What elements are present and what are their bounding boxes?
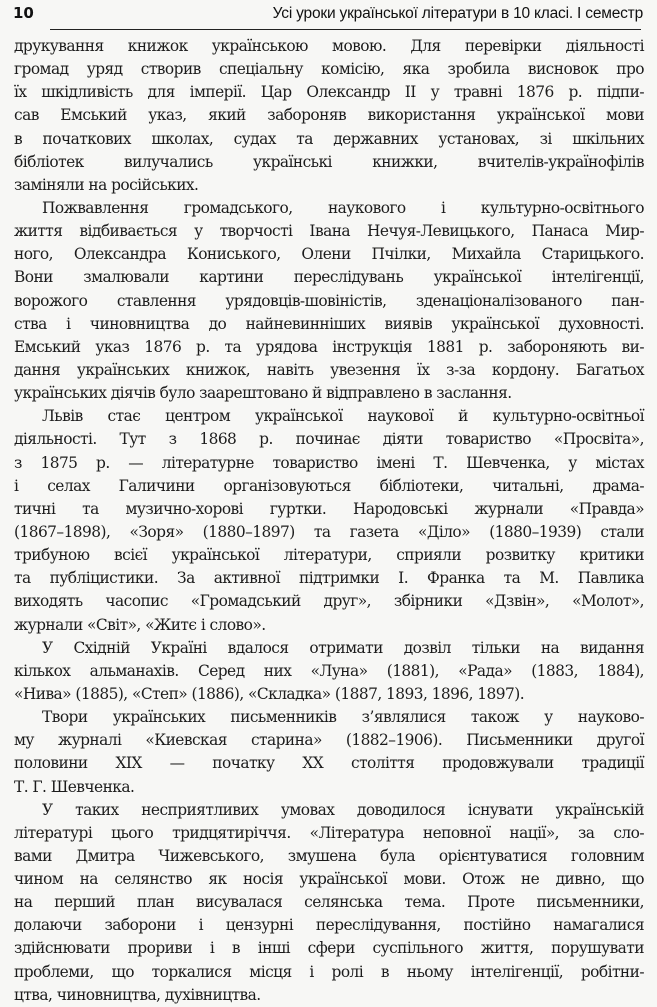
text-line: У таких несприятливих умовах доводилося існувати українській	[42, 800, 644, 819]
text-line: Т. Г. Шевченка.	[14, 777, 135, 796]
text-line: їх шкідливість для імперії. Цар Олександр ІІ у травні 1876 р. підпи-	[14, 83, 644, 102]
text-line: трибуною всієї української літератури, сприяли розвитку критики	[14, 546, 644, 565]
text-line: журнали «Світ», «Житє і слово».	[14, 615, 266, 634]
paragraph	[14, 197, 644, 405]
text-line: літературі цього тридцятиріччя. «Література неповної нації», за сло-	[14, 823, 644, 842]
text-line: вами Дмитра Чижевського, змушена була орієнтуватися головним	[14, 846, 644, 865]
paragraph	[14, 35, 644, 197]
text-line: дання українських книжок, навіть увезення їх з-за кордону. Багатьох	[14, 360, 644, 379]
text-line: Львів стає центром української наукової й культурно-освітньої	[42, 407, 644, 426]
text-line: му журналі «Киевская старина» (1882–1906). Письменники другої	[14, 731, 644, 750]
running-title: Усі уроки української літератури в 10 класі. І семестр	[272, 5, 643, 22]
text-line: та публіцистики. За активної підтримки І. Франка та М. Павлика	[14, 569, 644, 588]
text-line: з 1875 р. — літературне товариство імені Т. Шевченка, у містах	[14, 453, 644, 472]
text-line: кількох альманахів. Серед них «Луна» (1881), «Рада» (1883, 1884),	[14, 661, 644, 680]
text-line: У Східній Україні вдалося отримати дозвіл тільки на видання	[42, 638, 644, 657]
text-line: виходять часопис «Громадський друг», збірники «Дзвін», «Молот»,	[14, 592, 644, 611]
text-line: на перший план висувалася селянська тема. Проте письменники,	[14, 893, 644, 912]
text-line: громад уряд створив спеціальну комісію, яка зробила висновок про	[14, 60, 644, 79]
text-line: половини XIX — початку XX століття продовжували традиції	[14, 754, 644, 773]
paragraph	[14, 799, 644, 1007]
text-line: ства і чиновництва до найневинніших виявів української духовності.	[14, 314, 644, 333]
text-line: діяльності. Тут з 1868 р. починає діяти товариство «Просвіта»,	[14, 430, 644, 449]
text-line: проблеми, що торкалися місця і ролі в ньому інтелігенції, робітни-	[14, 962, 644, 981]
text-line: українських діячів було заарештовано й відправлено в заслання.	[14, 384, 512, 403]
text-line: тичні та музично-хорові гуртки. Народовські журнали «Правда»	[14, 499, 644, 518]
text-line: Пожвавлення громадського, наукового і культурно-освітнього	[42, 198, 644, 217]
text-line: і селах Галичини організовуються бібліотеки, читальні, драма-	[14, 476, 644, 495]
text-line: цтва, чиновництва, духівництва.	[14, 985, 261, 1004]
text-line: заміняли на російських.	[14, 175, 199, 194]
text-line: чином на селянство як носія української мови. Отож не дивно, що	[14, 870, 644, 889]
paragraph	[14, 405, 644, 636]
text-line: «Нива» (1885), «Степ» (1886), «Складка» (1887, 1893, 1896, 1897).	[14, 684, 525, 703]
text-line: друкування книжок українською мовою. Для перевірки діяльності	[14, 37, 644, 55]
paragraph	[14, 637, 644, 706]
text-line: Емський указ 1876 р. та урядова інструкція 1881 р. забороняють ви-	[14, 337, 644, 356]
header-rule	[50, 29, 641, 30]
text-line: бібліотек вилучались українські книжки, вчителів-українофілів	[14, 152, 644, 171]
text-line: (1867–1898), «Зоря» (1880–1897) та газета «Діло» (1880–1939) стали	[14, 522, 644, 541]
text-line: долаючи заборони і цензурні переслідування, постійно намагалися	[14, 916, 644, 935]
text-line: ного, Олександра Кониського, Олени Пчілки, Михайла Старицького.	[14, 245, 644, 264]
text-line: в початкових школах, судах та державних установах, зі шкільних	[14, 129, 644, 148]
text-line: ворожого ставлення урядовців-шовіністів, зденаціоналізованого пан-	[14, 291, 644, 310]
body-text	[14, 35, 644, 1007]
text-line: життя відбивається у творчості Івана Нечуя-Левицького, Панаса Мир-	[14, 222, 644, 241]
paragraph	[14, 706, 644, 799]
page-number: 10	[13, 4, 34, 22]
text-line: Вони змалювали картини переслідувань української інтелігенції,	[14, 268, 644, 287]
page-header	[0, 0, 657, 32]
text-line: сав Емський указ, який забороняв використання української мови	[14, 106, 644, 125]
text-line: здійснювати прориви і в інші сфери суспільного життя, порушувати	[14, 939, 644, 958]
text-line: Твори українських письменників з’являлися також у науково-	[42, 708, 644, 727]
